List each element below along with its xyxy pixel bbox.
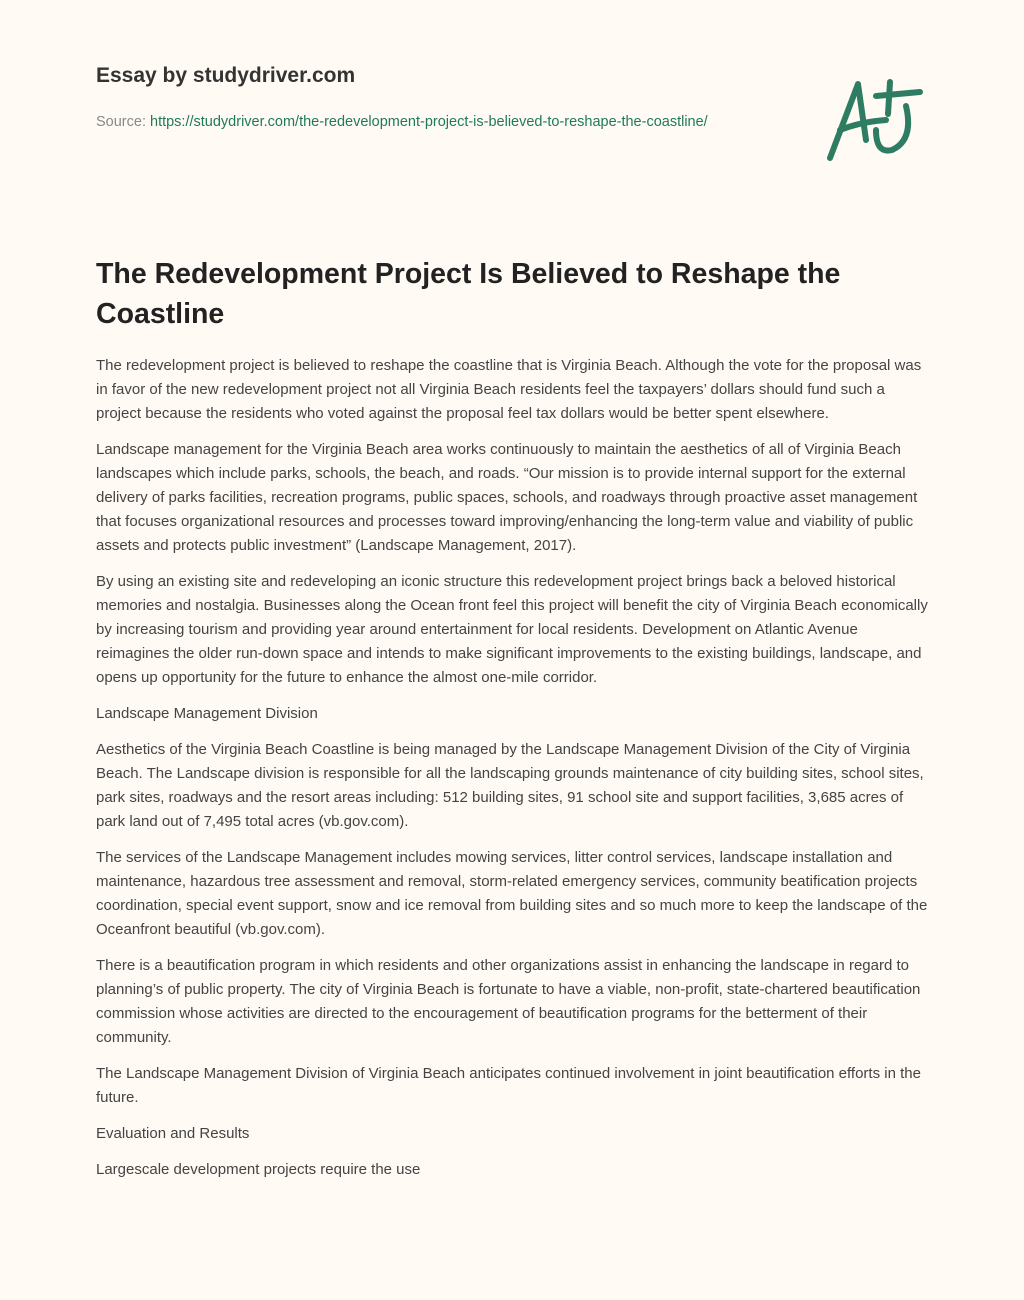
paragraph: Aesthetics of the Virginia Beach Coastline is being managed by the Landscape Management Division of the City of Virginia Beach. The Landscape division is responsible for all the landscaping grounds maintenance of city building sites, school sites, park sites, roadways and the resort areas including: 512 building sites, 91 school site and support facilities, 3,685 acres of park land out of 7,495 total acres (vb.gov.com). — [96, 741, 924, 830]
essay-body — [96, 354, 930, 1194]
paragraph: The Landscape Management Division of Virginia Beach anticipates continued involvement in joint beautification efforts in the future. — [96, 1065, 921, 1106]
source-label: Source: — [96, 114, 150, 130]
section-heading: Evaluation and Results — [96, 1125, 250, 1142]
paragraph: Largescale development projects require the use — [96, 1161, 421, 1178]
paragraph: The redevelopment project is believed to reshape the coastline that is Virginia Beach. Although the vote for the proposal was in favor of the new redevelopment project not all Virginia Beach residents feel the taxpayers’ dollars should fund such a project because the residents who voted against the proposal feel tax dollars would be better spent elsewhere. — [96, 357, 922, 422]
paragraph: The services of the Landscape Management includes mowing services, litter control services, landscape installation and maintenance, hazardous tree assessment and removal, storm-related emergency services, community beatification projects coordination, special event support, snow and ice removal from building sites and so much more to keep the landscape of the Oceanfront beautiful (vb.gov.com). — [96, 849, 928, 938]
paragraph: Landscape management for the Virginia Beach area works continuously to maintain the aesthetics of all of Virginia Beach landscapes which include parks, schools, the beach, and roads. “Our mission is to provide internal support for the external delivery of parks facilities, recreation programs, public spaces, schools, and roadways through proactive asset management that focuses organizational resources and processes toward improving/enhancing the long-term value and viability of public assets and protects public investment” (Landscape Management, 2017). — [96, 441, 918, 554]
site-brand: Essay by studydriver.com — [96, 64, 356, 87]
source-line — [96, 110, 736, 134]
section-heading: Landscape Management Division — [96, 705, 318, 722]
paragraph: There is a beautification program in which residents and other organizations assist in enhancing the landscape in regard to planning’s of public property. The city of Virginia Beach is fortunate to have a viable, non-profit, state-chartered beautification commission whose activities are directed to the encouragement of beautification programs for the betterment of their community. — [96, 957, 921, 1046]
source-link[interactable]: https://studydriver.com/the-redevelopment-project-is-believed-to-reshape-the-coastline/ — [150, 114, 708, 130]
a-plus-logo-icon — [820, 70, 930, 170]
page-title: The Redevelopment Project Is Believed to Reshape the Coastline — [96, 258, 841, 330]
paragraph: By using an existing site and redeveloping an iconic structure this redevelopment project brings back a beloved historical memories and nostalgia. Businesses along the Ocean front feel this project will benefit the city of Virginia Beach economically by increasing tourism and providing year around entertainment for local residents. Development on Atlantic Avenue reimagines the older run-down space and intends to make significant improvements to the existing buildings, landscape, and opens up opportunity for the future to enhance the almost one-mile corridor. — [96, 573, 928, 686]
